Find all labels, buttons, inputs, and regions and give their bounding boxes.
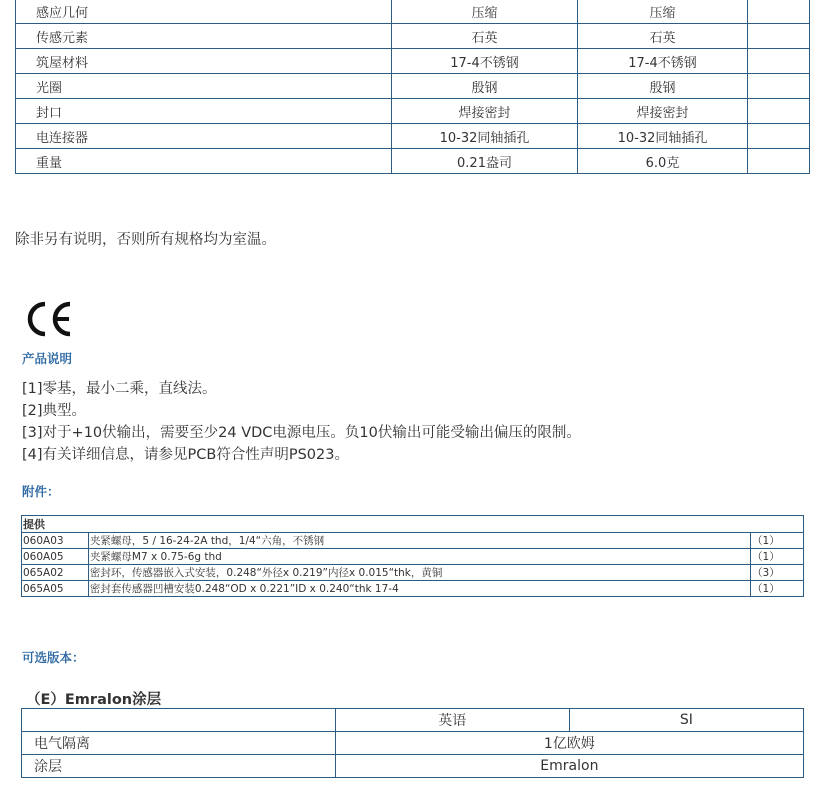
accessories-heading: 附件：: [22, 484, 60, 499]
table-row: [22, 533, 804, 549]
table-row: [16, 74, 810, 99]
spec-note-cell: [747, 49, 809, 74]
spec-label: 光圈: [16, 74, 392, 99]
room-temp-note: 除非另有说明，否则所有规格均为室温。: [15, 232, 276, 248]
spec-value-si: 10-32同轴插孔: [578, 124, 748, 149]
option-label: 电气隔离: [22, 732, 336, 755]
accessories-table: [21, 515, 804, 597]
table-row: [16, 24, 810, 49]
option-col-si: SI: [569, 709, 803, 732]
spec-value-si: 石英: [578, 24, 748, 49]
accessory-code: 065A02: [22, 565, 89, 581]
spec-value-si: 殷钢: [578, 74, 748, 99]
list-item: [4]有关详细信息，请参见PCB符合性声明PS023。: [22, 447, 349, 463]
table-row: [16, 0, 810, 24]
accessory-qty: （1）: [751, 581, 804, 597]
spec-label: 封口: [16, 99, 392, 124]
spec-value-si: 压缩: [578, 0, 748, 24]
table-row: [16, 149, 810, 174]
accessories-header: 提供: [22, 516, 804, 533]
option-title: （E）Emralon涂层: [26, 692, 162, 708]
table-row: [22, 581, 804, 597]
spec-label: 筑屋材料: [16, 49, 392, 74]
table-row: [16, 124, 810, 149]
spec-label: 感应几何: [16, 0, 392, 24]
table-row: [16, 49, 810, 74]
spec-label: 电连接器: [16, 124, 392, 149]
accessory-desc: 密封环，传感器嵌入式安装，0.248“外径x 0.219”内径x 0.015“thk，黄铜: [88, 565, 750, 581]
table-header-row: [22, 516, 804, 533]
spec-note-cell: [747, 0, 809, 24]
spec-note-cell: [747, 24, 809, 49]
spec-value-english: 17-4不锈钢: [391, 49, 577, 74]
accessory-code: 060A03: [22, 533, 89, 549]
spec-value-english: 殷钢: [391, 74, 577, 99]
ce-mark-icon: [25, 300, 75, 338]
option-label: 涂层: [22, 755, 336, 778]
table-row: [16, 99, 810, 124]
product-notes-list: [22, 378, 581, 466]
spec-note-cell: [747, 99, 809, 124]
list-item: [3]对于+10伏输出，需要至少24 VDC电源电压。负10伏输出可能受输出偏压的限制。: [22, 425, 581, 441]
option-table: [21, 708, 804, 778]
spec-value-english: 压缩: [391, 0, 577, 24]
table-row: [22, 732, 804, 755]
table-row: [22, 755, 804, 778]
accessory-qty: （3）: [751, 565, 804, 581]
option-value: 1亿欧姆: [335, 732, 803, 755]
option-value: Emralon: [335, 755, 803, 778]
accessory-code: 060A05: [22, 549, 89, 565]
spec-label: 传感元素: [16, 24, 392, 49]
spec-table: [15, 0, 810, 174]
product-notes-heading: 产品说明: [22, 351, 73, 366]
spec-value-si: 焊接密封: [578, 99, 748, 124]
table-header-row: [22, 709, 804, 732]
spec-value-english: 0.21盎司: [391, 149, 577, 174]
option-header-blank: [22, 709, 336, 732]
spec-value-si: 17-4不锈钢: [578, 49, 748, 74]
accessory-qty: （1）: [751, 533, 804, 549]
spec-note-cell: [747, 149, 809, 174]
spec-value-english: 石英: [391, 24, 577, 49]
spec-note-cell: [747, 124, 809, 149]
spec-value-si: 6.0克: [578, 149, 748, 174]
list-item: [2]典型。: [22, 403, 87, 419]
optional-versions-heading: 可选版本：: [22, 650, 85, 665]
list-item: [1]零基，最小二乘，直线法。: [22, 381, 217, 397]
spec-value-english: 10-32同轴插孔: [391, 124, 577, 149]
spec-note-cell: [747, 74, 809, 99]
accessory-desc: 密封套传感器凹槽安装0.248“OD x 0.221”ID x 0.240“thk 17-4: [88, 581, 750, 597]
spec-label: 重量: [16, 149, 392, 174]
accessory-desc: 夹紧螺母M7 x 0.75-6g thd: [88, 549, 750, 565]
accessory-qty: （1）: [751, 549, 804, 565]
option-col-english: 英语: [335, 709, 569, 732]
accessory-desc: 夹紧螺母，5 / 16-24-2A thd，1/4“六角，不锈钢: [88, 533, 750, 549]
spec-value-english: 焊接密封: [391, 99, 577, 124]
table-row: [22, 565, 804, 581]
table-row: [22, 549, 804, 565]
accessory-code: 065A05: [22, 581, 89, 597]
